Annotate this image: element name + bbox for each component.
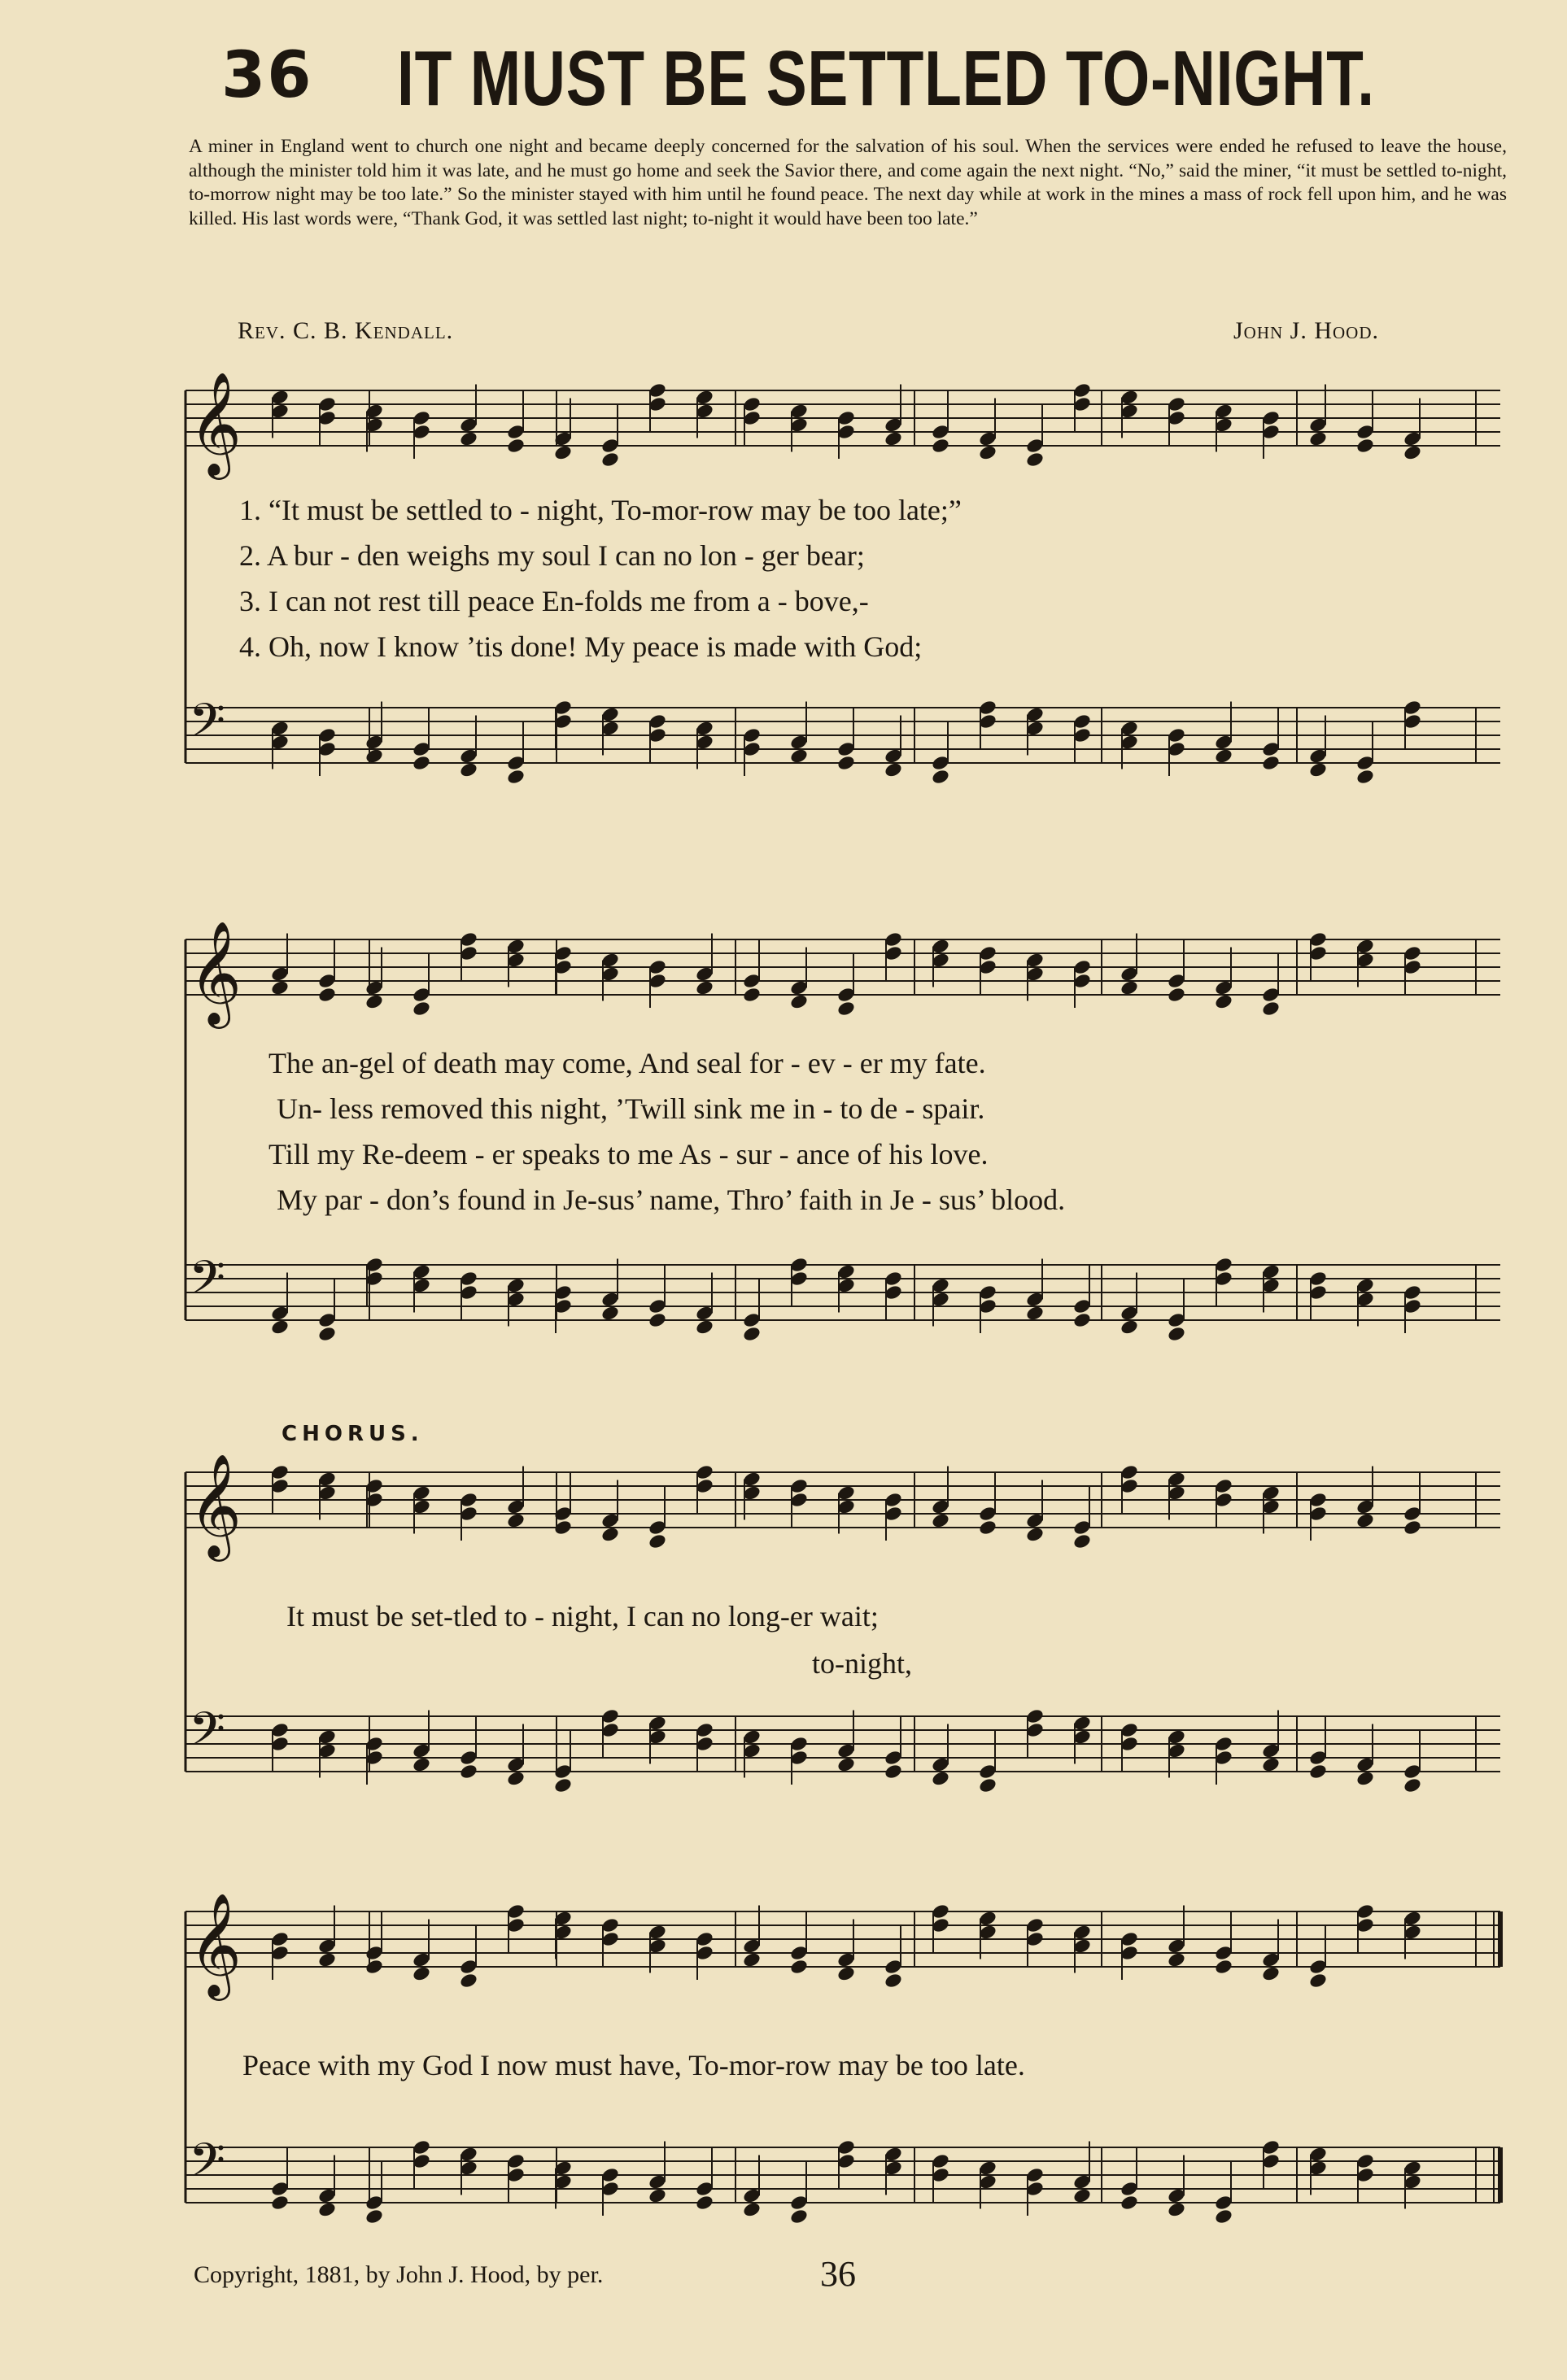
music-system-1 — [174, 350, 1508, 813]
copyright-notice: Copyright, 1881, by John J. Hood, by per. — [194, 2261, 604, 2288]
note-head — [364, 2208, 384, 2225]
verse-line-1a: 1. “It must be settled to - night, To-mor-row may be too late;” — [239, 494, 962, 526]
note-head — [884, 761, 903, 778]
note-head — [412, 754, 431, 771]
note-head — [1308, 1972, 1328, 1989]
note-head — [1120, 1319, 1139, 1336]
note-head — [1308, 1763, 1328, 1780]
note-head — [1261, 1756, 1281, 1773]
note-head — [459, 1763, 478, 1780]
note-head — [412, 1000, 431, 1017]
note-head — [600, 451, 620, 468]
bass-clef-icon: 𝄢 — [189, 693, 226, 760]
note-head — [506, 1770, 526, 1787]
note-head — [789, 2208, 809, 2225]
note-head — [1403, 1519, 1422, 1536]
note-head — [836, 1965, 856, 1982]
note-head — [1167, 1325, 1186, 1342]
note-head — [648, 1311, 667, 1328]
note-head — [1214, 748, 1233, 765]
note-head — [1072, 1311, 1092, 1328]
chorus-line-1: It must be set-tled to - night, I can no long-er wait; — [286, 1600, 879, 1632]
note-head — [553, 1776, 573, 1794]
note-head — [978, 1776, 997, 1794]
note-head — [931, 437, 950, 454]
note-head — [1167, 986, 1186, 1003]
note-head — [742, 1325, 762, 1342]
note-head — [1261, 1000, 1281, 1017]
note-head — [1355, 437, 1375, 454]
note-head — [1214, 993, 1233, 1010]
verse-line-4b: My par - don’s found in Je-sus’ name, Thro’ faith in Je - sus’ blood. — [277, 1183, 1066, 1216]
note-head — [506, 768, 526, 785]
note-head — [931, 768, 950, 785]
note-head — [270, 979, 290, 996]
staff-notation-1 — [174, 350, 1508, 813]
note-head — [695, 2194, 714, 2211]
bass-clef-icon: 𝄢 — [189, 1250, 226, 1317]
note-head — [459, 430, 478, 447]
note-head — [600, 1526, 620, 1543]
note-head — [1072, 1532, 1092, 1550]
verse-line-2a: 2. A bur - den weighs my soul I can no lon - ger bear; — [239, 539, 865, 572]
verse-line-1b: The an-gel of death may come, And seal for - ev - er my fate. — [268, 1047, 986, 1079]
note-head — [1403, 1776, 1422, 1794]
note-head — [1403, 444, 1422, 461]
note-head — [978, 1519, 997, 1536]
note-head — [648, 2187, 667, 2204]
note-head — [317, 2201, 337, 2218]
note-head — [364, 993, 384, 1010]
note-head — [1308, 761, 1328, 778]
note-head — [695, 979, 714, 996]
verse-line-4a: 4. Oh, now I know ’tis done! My peace is made with God; — [239, 630, 923, 663]
note-head — [1120, 2194, 1139, 2211]
note-head — [317, 1325, 337, 1342]
note-head — [317, 986, 337, 1003]
note-head — [1355, 1770, 1375, 1787]
note-head — [553, 444, 573, 461]
note-head — [459, 761, 478, 778]
note-head — [648, 1532, 667, 1550]
note-head — [1355, 768, 1375, 785]
note-head — [931, 1770, 950, 1787]
verse-line-2b: Un- less removed this night, ’Twill sink me in - to de - spair. — [277, 1092, 985, 1125]
note-head — [459, 1972, 478, 1989]
note-head — [1261, 754, 1281, 771]
note-head — [789, 748, 809, 765]
note-head — [317, 1951, 337, 1968]
note-head — [364, 748, 384, 765]
note-head — [506, 437, 526, 454]
note-head — [742, 1951, 762, 1968]
note-head — [978, 444, 997, 461]
note-head — [364, 1958, 384, 1975]
note-head — [1025, 1526, 1045, 1543]
hymn-story: A miner in England went to church one night and became deeply concerned for the salvation of his soul. When the services were ended he refused to leave the house, although the minister told him it was late, and he must go home and seek the Savior there, and come again the next night. “No,” said the miner, “it must be settled to-night, to-morrow night may be too late.” So the minister stayed with him until he found peace. The next day while at work in the mines a mass of rock fell upon him, and he was killed. His last words were, “Thank God, it was settled last night; to-night it would have been too late.” — [189, 136, 1507, 229]
note-head — [270, 2194, 290, 2211]
note-head — [742, 986, 762, 1003]
treble-clef-icon: 𝄞 — [189, 1892, 242, 1996]
composer-credit: John J. Hood. — [1233, 317, 1380, 344]
note-head — [1167, 1951, 1186, 1968]
note-head — [1214, 2208, 1233, 2225]
note-head — [600, 1305, 620, 1322]
verse-line-3a: 3. I can not rest till peace En-folds me from a - bove,- — [239, 585, 869, 617]
music-system-2 — [174, 895, 1508, 1367]
lyricist-credit: Rev. C. B. Kendall. — [238, 317, 454, 344]
note-head — [884, 1763, 903, 1780]
note-head — [1072, 2187, 1092, 2204]
note-head — [1025, 1305, 1045, 1322]
note-head — [742, 2201, 762, 2218]
note-head — [884, 430, 903, 447]
note-head — [1214, 1958, 1233, 1975]
note-head — [506, 1512, 526, 1529]
note-head — [1025, 451, 1045, 468]
music-system-3 — [174, 1448, 1508, 1838]
note-head — [412, 1965, 431, 1982]
chorus-label: CHORUS. — [282, 1422, 424, 1446]
staff-notation-2 — [174, 895, 1508, 1367]
chorus-line-2: Peace with my God I now must have, To-mor-row may be too late. — [242, 2049, 1025, 2081]
page-number: 36 — [820, 2254, 856, 2294]
note-head — [695, 1319, 714, 1336]
treble-clef-icon: 𝄞 — [189, 1453, 242, 1557]
note-head — [789, 993, 809, 1010]
note-head — [789, 1958, 809, 1975]
bass-clef-icon: 𝄢 — [189, 1702, 226, 1768]
note-head — [270, 1319, 290, 1336]
note-head — [836, 1000, 856, 1017]
note-head — [1261, 1965, 1281, 1982]
chorus-echo: to-night, — [812, 1647, 912, 1680]
bass-clef-icon: 𝄢 — [189, 2133, 226, 2199]
note-head — [1308, 430, 1328, 447]
note-head — [1355, 1512, 1375, 1529]
verse-line-3b: Till my Re-deem - er speaks to me As - sur - ance of his love. — [268, 1138, 989, 1170]
hymn-number: 36 — [221, 39, 313, 112]
note-head — [884, 1972, 903, 1989]
note-head — [931, 1512, 950, 1529]
staff-notation-3 — [174, 1448, 1508, 1838]
note-head — [836, 1756, 856, 1773]
hymn-title: IT MUST BE SETTLED TO-NIGHT. — [397, 35, 1375, 122]
note-head — [1120, 979, 1139, 996]
treble-clef-icon: 𝄞 — [189, 371, 242, 475]
note-head — [1167, 2201, 1186, 2218]
treble-clef-icon: 𝄞 — [189, 920, 242, 1024]
note-head — [412, 1756, 431, 1773]
note-head — [836, 754, 856, 771]
